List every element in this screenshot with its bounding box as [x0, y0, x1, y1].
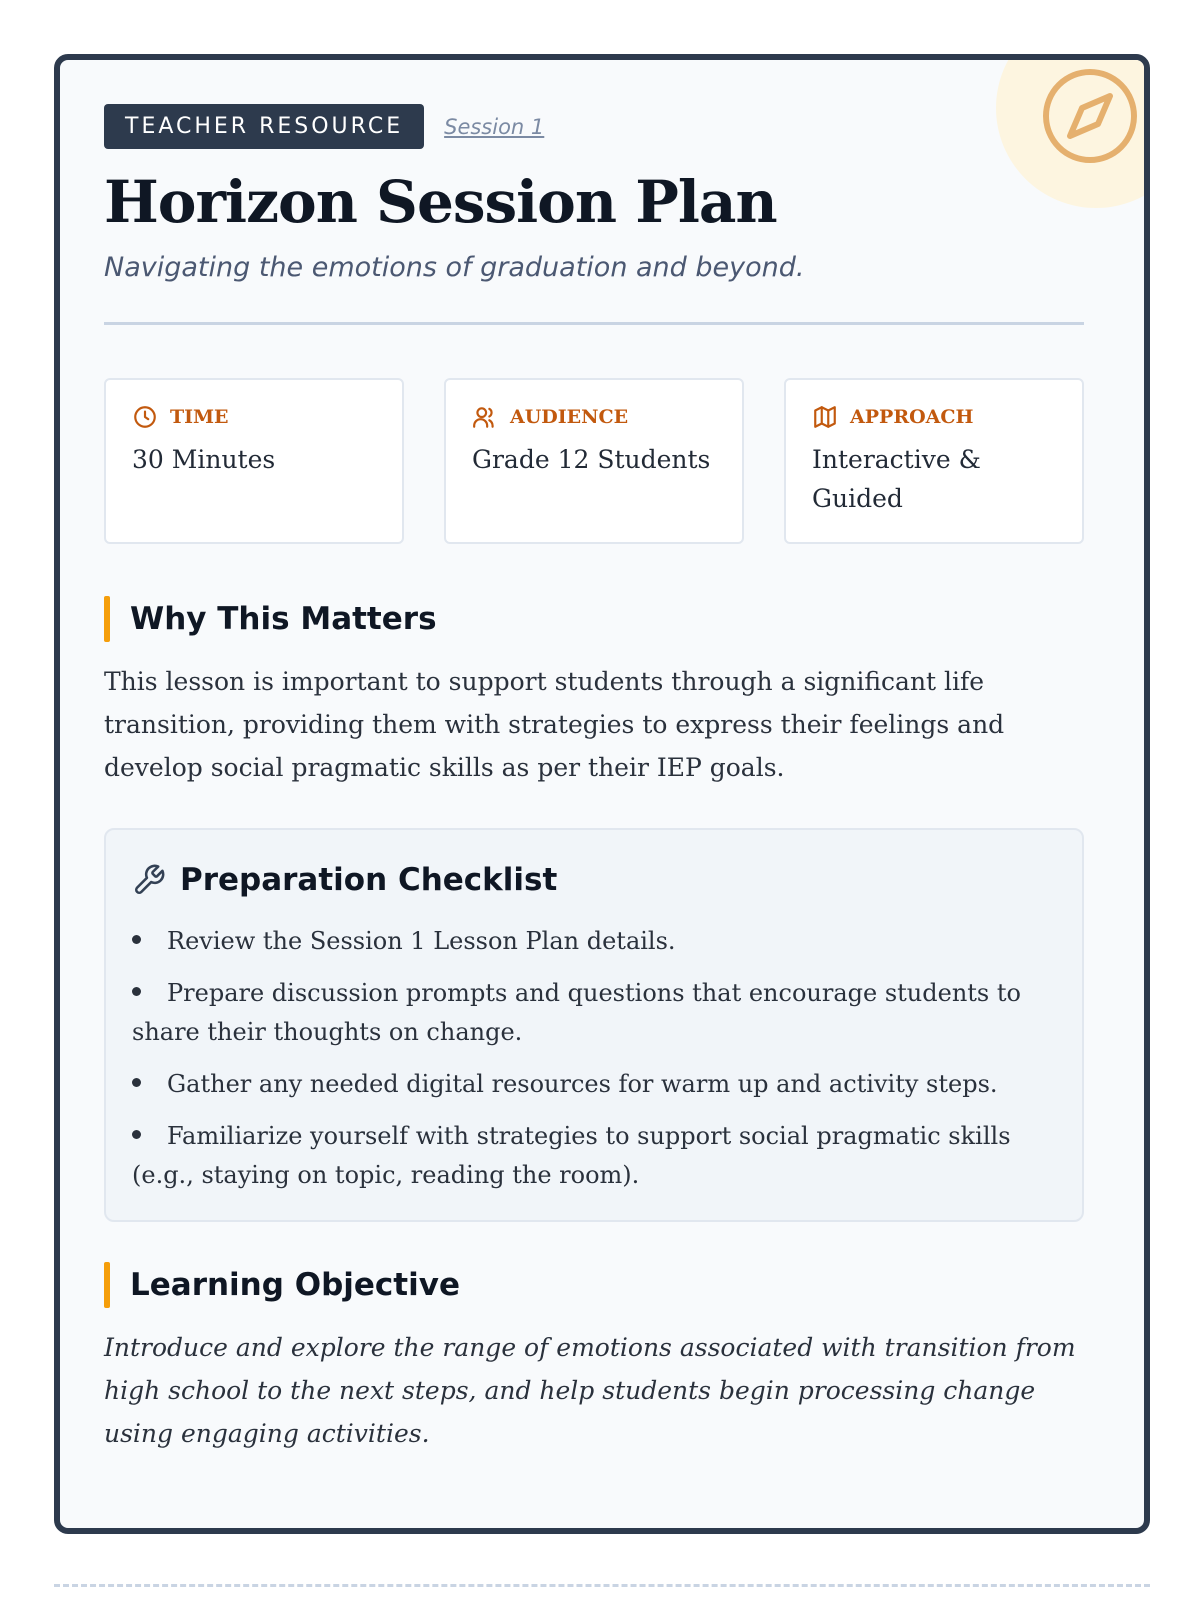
list-item-text: Familiarize yourself with strategies to support social pragmatic skills (e.g., staying on topic, reading the room).	[132, 1122, 1011, 1189]
list-item	[132, 974, 1056, 1052]
meta-card-approach	[784, 378, 1084, 544]
bullet	[132, 1130, 141, 1139]
list-item	[132, 1117, 1056, 1195]
wrench-icon	[132, 863, 166, 897]
users-icon	[472, 404, 498, 430]
bullet	[132, 987, 141, 996]
preparation-checklist	[104, 828, 1084, 1222]
bullet	[132, 1078, 141, 1087]
meta-value-time: 30 Minutes	[132, 445, 276, 474]
prep-list	[132, 922, 1056, 1195]
map-icon	[812, 404, 838, 430]
meta-value-audience: Grade 12 Students	[472, 445, 711, 474]
page-break-divider	[54, 1584, 1150, 1587]
list-item-text: Review the Session 1 Lesson Plan details.	[167, 927, 676, 955]
meta-card-audience	[444, 378, 744, 544]
meta-label-audience: AUDIENCE	[510, 406, 629, 428]
meta-row	[104, 378, 1084, 544]
objective-section-heading	[104, 1262, 460, 1308]
bullet	[132, 935, 141, 944]
objective-text: Introduce and explore the range of emotions associated with transition from high school to the next steps, and help students begin processing change using engaging activities.	[104, 1333, 1076, 1448]
meta-label-time: TIME	[170, 406, 229, 428]
page-title: Horizon Session Plan	[104, 168, 777, 236]
list-item	[132, 922, 1056, 961]
session-link[interactable]: Session 1	[444, 114, 545, 139]
list-item	[132, 1065, 1056, 1104]
accent-bar	[104, 1262, 110, 1308]
header-row	[104, 104, 544, 149]
resource-tag: TEACHER RESOURCE	[104, 104, 424, 149]
objective-title: Learning Objective	[130, 1267, 460, 1303]
clock-icon	[132, 404, 158, 430]
list-item-text: Prepare discussion prompts and questions that encourage students to share their thoughts on change.	[132, 979, 1021, 1046]
meta-card-time	[104, 378, 404, 544]
page-subtitle: Navigating the emotions of graduation and beyond.	[104, 252, 805, 283]
prep-title: Preparation Checklist	[180, 862, 558, 898]
why-text: This lesson is important to support students through a significant life transition, providing them with strategies to express their feelings and develop social pragmatic skills as per their IEP goals.	[104, 667, 1005, 782]
session-plan-card	[54, 54, 1150, 1534]
why-section-heading	[104, 596, 437, 642]
meta-label-approach: APPROACH	[850, 406, 974, 428]
why-title: Why This Matters	[130, 601, 437, 637]
meta-value-approach: Interactive & Guided	[812, 445, 981, 513]
compass-icon	[1040, 66, 1140, 166]
accent-bar	[104, 596, 110, 642]
header-divider	[104, 322, 1084, 325]
list-item-text: Gather any needed digital resources for warm up and activity steps.	[167, 1070, 998, 1098]
